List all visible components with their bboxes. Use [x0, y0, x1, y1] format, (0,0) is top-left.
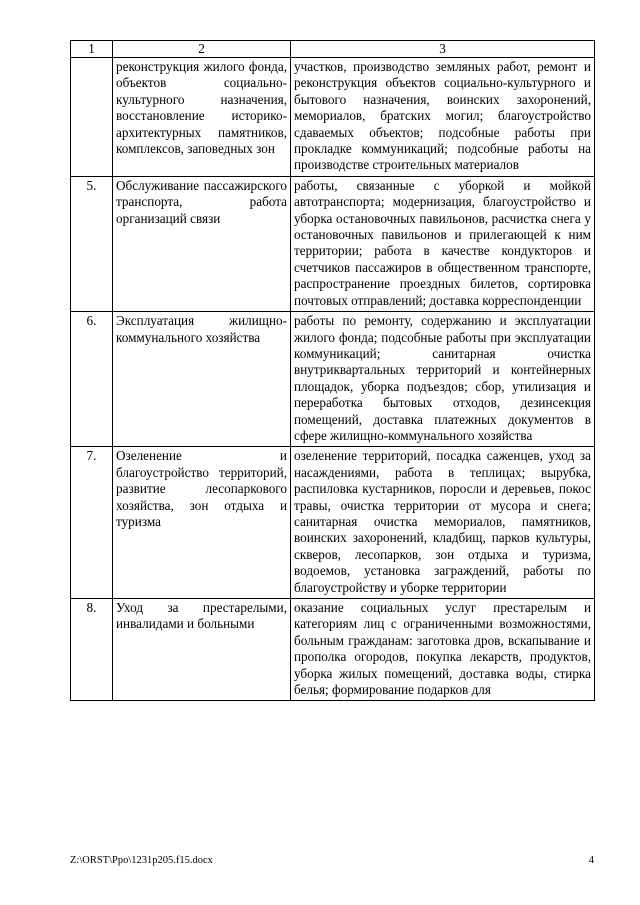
- activity-cell: Обслуживание пассажирского транспорта, работа организаций связи: [113, 176, 291, 311]
- table-row: [71, 58, 595, 177]
- row-number: 7.: [71, 447, 113, 599]
- activity-cell: реконструкция жилого фонда, объектов социально-культурного назначения, восстановление историко-архитектурных памятников, комплексов, заповедных зон: [113, 58, 291, 177]
- activity-cell: Уход за престарелыми, инвалидами и больными: [113, 599, 291, 701]
- works-table: [70, 40, 595, 701]
- row-number: 8.: [71, 599, 113, 701]
- row-number: [71, 58, 113, 177]
- table-row: [71, 599, 595, 701]
- activity-cell: Озеленение и благоустройство территорий, развитие лесопаркового хозяйства, зон отдыха и туризма: [113, 447, 291, 599]
- row-number: 5.: [71, 176, 113, 311]
- row-number: 6.: [71, 312, 113, 447]
- works-cell: оказание социальных услуг престарелым и категориям лиц с ограниченными возможностями, больным гражданам: заготовка дров, вскапывание и прополка огородов, покупка лекарств, продуктов, уборка жилых помещений, доставка воды, стирка белья; формирование подарков для: [291, 599, 595, 701]
- header-col-2: 2: [113, 41, 291, 58]
- works-cell: участков, производство земляных работ, ремонт и реконструкция объектов социально-культурного и бытового назначения, воинских захоронений, мемориалов, братских могил; благоустройство сдаваемых объектов; подсобные работы при прокладке коммуникаций; подсобные работы на производстве строительных материалов: [291, 58, 595, 177]
- works-cell: работы, связанные с уборкой и мойкой автотранспорта; модернизация, благоустройство и уборка остановочных павильонов, расчистка снега у остановочных павильонов и прилегающей к ним территории; работа в качестве кондукторов и счетчиков пассажиров в общественном транспорте, распространение проездных билетов, сортировка почтовых отправлений; доставка корреспонденции: [291, 176, 595, 311]
- works-cell: озеленение территорий, посадка саженцев, уход за насаждениями, работа в теплицах; вырубка, распиловка кустарников, поросли и деревьев, покос травы, очистка территории от мусора и снега; санитарная очистка мемориалов, памятников, воинских захоронений, кладбищ, парков культуры, скверов, лесопарков, зон отдыха и туризма, водоемов, установка заграждений, работы по благоустройству и уборке территории: [291, 447, 595, 599]
- activity-cell: Эксплуатация жилищно-коммунального хозяйства: [113, 312, 291, 447]
- table-row: [71, 176, 595, 311]
- table-row: [71, 312, 595, 447]
- header-col-1: 1: [71, 41, 113, 58]
- header-col-3: 3: [291, 41, 595, 58]
- table-header-row: [71, 41, 595, 58]
- footer-page-number: 4: [588, 855, 594, 866]
- table-row: [71, 447, 595, 599]
- works-cell: работы по ремонту, содержанию и эксплуатации жилого фонда; подсобные работы при эксплуатации коммуникаций; санитарная очистка внутриквартальных территорий и контейнерных площадок, уборка подъездов; сбор, утилизация и переработка бытовых отходов, дезинсекция помещений, доставка платежных документов в сфере жилищно-коммунального хозяйства: [291, 312, 595, 447]
- footer-file-path: Z:\ORST\Ppo\1231p205.f15.docx: [70, 855, 213, 866]
